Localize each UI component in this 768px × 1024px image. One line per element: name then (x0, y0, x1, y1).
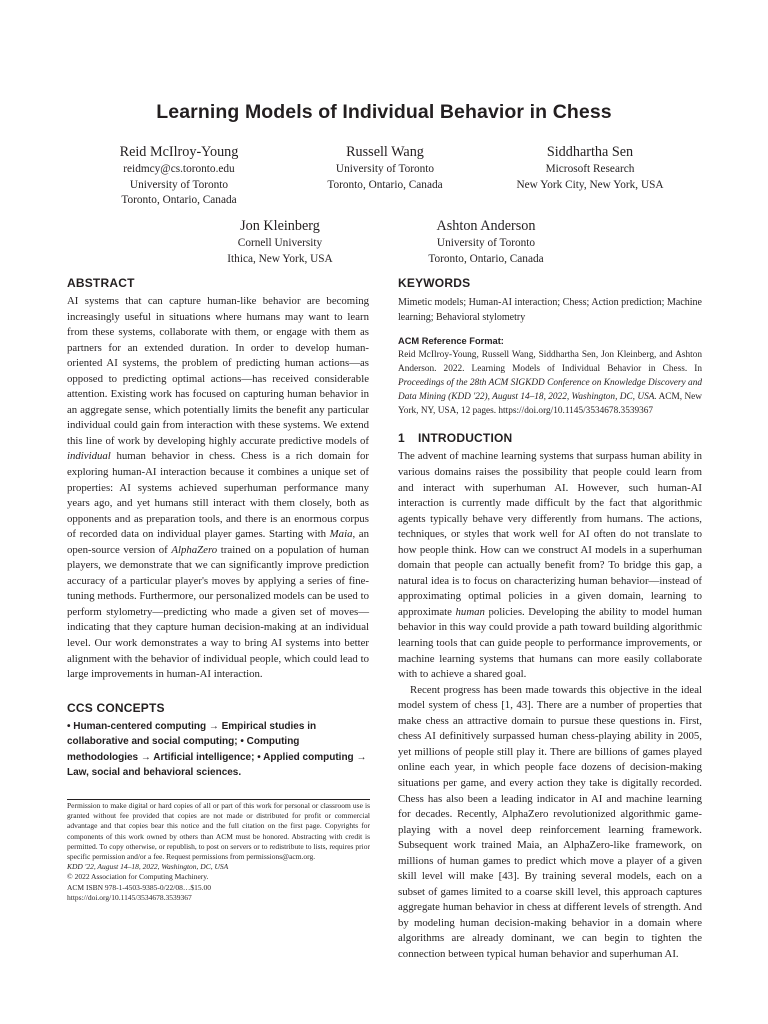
author-location: Toronto, Ontario, Canada (428, 252, 544, 265)
intro-text-part: policies. Developing the ability to model human behavior in this way could provide a path toward building algorithmic learning tools that can guide people to performance improvements, or machine learning systems that humans can more easily collaborate with to achieve a shared goal. (398, 605, 702, 681)
author-location: Toronto, Ontario, Canada (121, 194, 237, 207)
reference-format-heading: ACM Reference Format: (398, 336, 504, 346)
author-location: Ithica, New York, USA (227, 252, 333, 265)
abstract-heading: ABSTRACT (67, 276, 135, 290)
ccs-heading: CCS CONCEPTS (67, 700, 165, 715)
author-name: Reid McIlroy-Young (119, 144, 239, 160)
introduction-heading (398, 430, 702, 446)
paper-title: Learning Models of Individual Behavior in Chess (156, 101, 612, 123)
author-location: Toronto, Ontario, Canada (327, 178, 443, 191)
author-email: reidmcy@cs.toronto.edu (123, 163, 235, 175)
abstract-emphasis: AlphaZero (171, 543, 218, 556)
author-affiliation: University of Toronto (129, 178, 229, 191)
permission-footnote (67, 801, 370, 903)
keywords-heading: KEYWORDS (398, 276, 471, 290)
copyright-line: © 2022 Association for Computing Machinery. (67, 872, 209, 882)
reference-text-part: Reid McIlroy-Young, Russell Wang, Siddhartha Sen, Jon Kleinberg, and Ashton Anderson. 2022. Learning Models of Individual Behavior in Chess. In (398, 350, 702, 375)
reference-format-text (398, 348, 702, 418)
permission-text: Permission to make digital or hard copies of all or part of this work for personal or classroom use is granted without fee provided that copies are not made or distributed for profit or commercial advantage and that copies bear this notice and the full citation on the first page. Copyrights for components of this work owned by others than ACM must be honored. Abstracting with credit is permitted. To copy otherwise, or republish, to post on servers or to redistribute to lists, requires prior specific permission and/or a fee. Request permissions from permissions@acm.org. (67, 801, 370, 862)
reference-text-part: ACM, New York, NY, USA, 12 pages. https://doi.org/10.1145/3534678.3539367 (398, 392, 702, 417)
intro-emphasis: human (455, 605, 485, 618)
author-name: Russell Wang (346, 144, 424, 160)
intro-text-part: The advent of machine learning systems that surpass human ability in various domains raises the possibility that people could learn from and interact with superhuman AI. However, such human-AI interaction is currently made difficult by the fact that algorithmic agents typically behave very differently from humans. The actions, techniques, or styles that work well for AI often do not translate to how people think. How can we construct AI models in a superhuman domain that people can actually benefit from? To bridge this gap, a natural idea is to focus on characterizing human behavior—instead of approximating optimal policies in a given domain, learning to approximate (398, 450, 702, 618)
author-affiliation: University of Toronto (335, 163, 435, 175)
intro-paragraph (398, 449, 702, 682)
section-title: INTRODUCTION (418, 431, 513, 446)
intro-paragraph: Recent progress has been made towards this objective in the ideal model system of chess [1, 43]. There are a number of properties that make chess an attractive domain to pursue these questions in. First, chess AI definitively surpassed human chess-playing ability in 2005, yet millions of people still play it. There are billions of games played online each year, in which people face dozens of decision-making situations per game, and every action they take is digitally recorded. Chess has also been a leading indicator in AI and machine learning for decades. Recently, AlphaZero revolutionized algorithmic game-playing with a novel deep reinforcement learning framework. Subsequent work trained Maia, an AlphaZero-like framework, on millions of human games to predict which move a player of a given skill level will make [43]. By training several models, each on a subset of games limited to a coarse skill level, this approach captures aggregate human behavior in chess at different levels of strength. And by modeling human decision-making behavior in a domain where algorithms are already dominant, we can begin to tighten the connection between typical human behavior and superhuman AI. (398, 683, 702, 960)
abstract-text (67, 294, 369, 683)
section-number: 1 (398, 431, 405, 446)
author-name: Siddhartha Sen (546, 144, 634, 160)
abstract-text-part: , an open-source version of (67, 528, 369, 556)
author-block (198, 217, 362, 267)
footnote-rule (67, 799, 370, 800)
ccs-concepts-text: • Human-centered computing → Empirical studies in collaborative and social computing; • Computing methodologies → Artificial intelligence; • Applied computing → Law, social and behavioral sciences. (67, 720, 367, 779)
author-location: New York City, New York, USA (516, 178, 664, 191)
abstract-text-part: human behavior in chess. Chess is a rich domain for exploring human-AI interaction because it combines a unique set of properties: AI systems achieved superhuman performance many years ago, and yet humans still interact with them closely, both as opponents and as preparation tools, and there is an enormous corpus of recorded data on individual player games. Starting with (67, 450, 369, 541)
author-affiliation: University of Toronto (436, 237, 536, 249)
abstract-emphasis: Maia (329, 528, 353, 541)
doi-link[interactable]: https://doi.org/10.1145/3534678.3539367 (67, 892, 192, 902)
proceedings-title: Proceedings of the 28th ACM SIGKDD Conference on Knowledge Discovery and Data Mining (KDD '22), August 14–18, 2022, Washington, DC, USA. (398, 378, 702, 403)
abstract-emphasis: individual (67, 450, 111, 463)
author-block (305, 143, 465, 193)
author-block (98, 143, 260, 209)
keywords-text: Mimetic models; Human-AI interaction; Chess; Action prediction; Machine learning; Behavioral stylometry (398, 297, 702, 323)
isbn-line: ACM ISBN 978-1-4503-9385-0/22/08…$15.00 (67, 882, 211, 892)
author-block (500, 143, 680, 193)
author-name: Jon Kleinberg (240, 218, 320, 234)
abstract-text-part: trained on a population of human players, we demonstrate that we can significantly improve prediction accuracy of a particular player's moves by applying a series of fine-tuning methods. Furthermore, our personalized models can be used to perform stylometry—predicting who made a given set of moves—indicating that they capture human decision-making at an individual level. Our work demonstrates a way to bring AI systems into better alignment with the behavior of individual people, which could lead to large improvements in human-AI interaction. (67, 543, 369, 681)
conference-info: KDD '22, August 14–18, 2022, Washington, DC, USA (67, 862, 229, 872)
abstract-text-part: AI systems that can capture human-like behavior are becoming increasingly useful in situations where humans may want to learn from these systems, collaborate with them, or engage with them as partners for an extended duration. In order to develop human-oriented AI systems, the problem of predicting human actions—as opposed to predicting optimal actions—has received considerable attention. Existing work has focused on capturing human behavior in an aggregate sense, which potentially limits the benefit any particular individual could gain from interaction with these systems. We extend this line of work by developing highly accurate predictive models of (67, 295, 369, 447)
author-block (402, 217, 570, 267)
right-column (398, 275, 702, 963)
author-affiliation: Microsoft Research (545, 163, 635, 175)
left-column (67, 275, 369, 781)
author-name: Ashton Anderson (436, 218, 536, 234)
author-affiliation: Cornell University (237, 237, 323, 249)
